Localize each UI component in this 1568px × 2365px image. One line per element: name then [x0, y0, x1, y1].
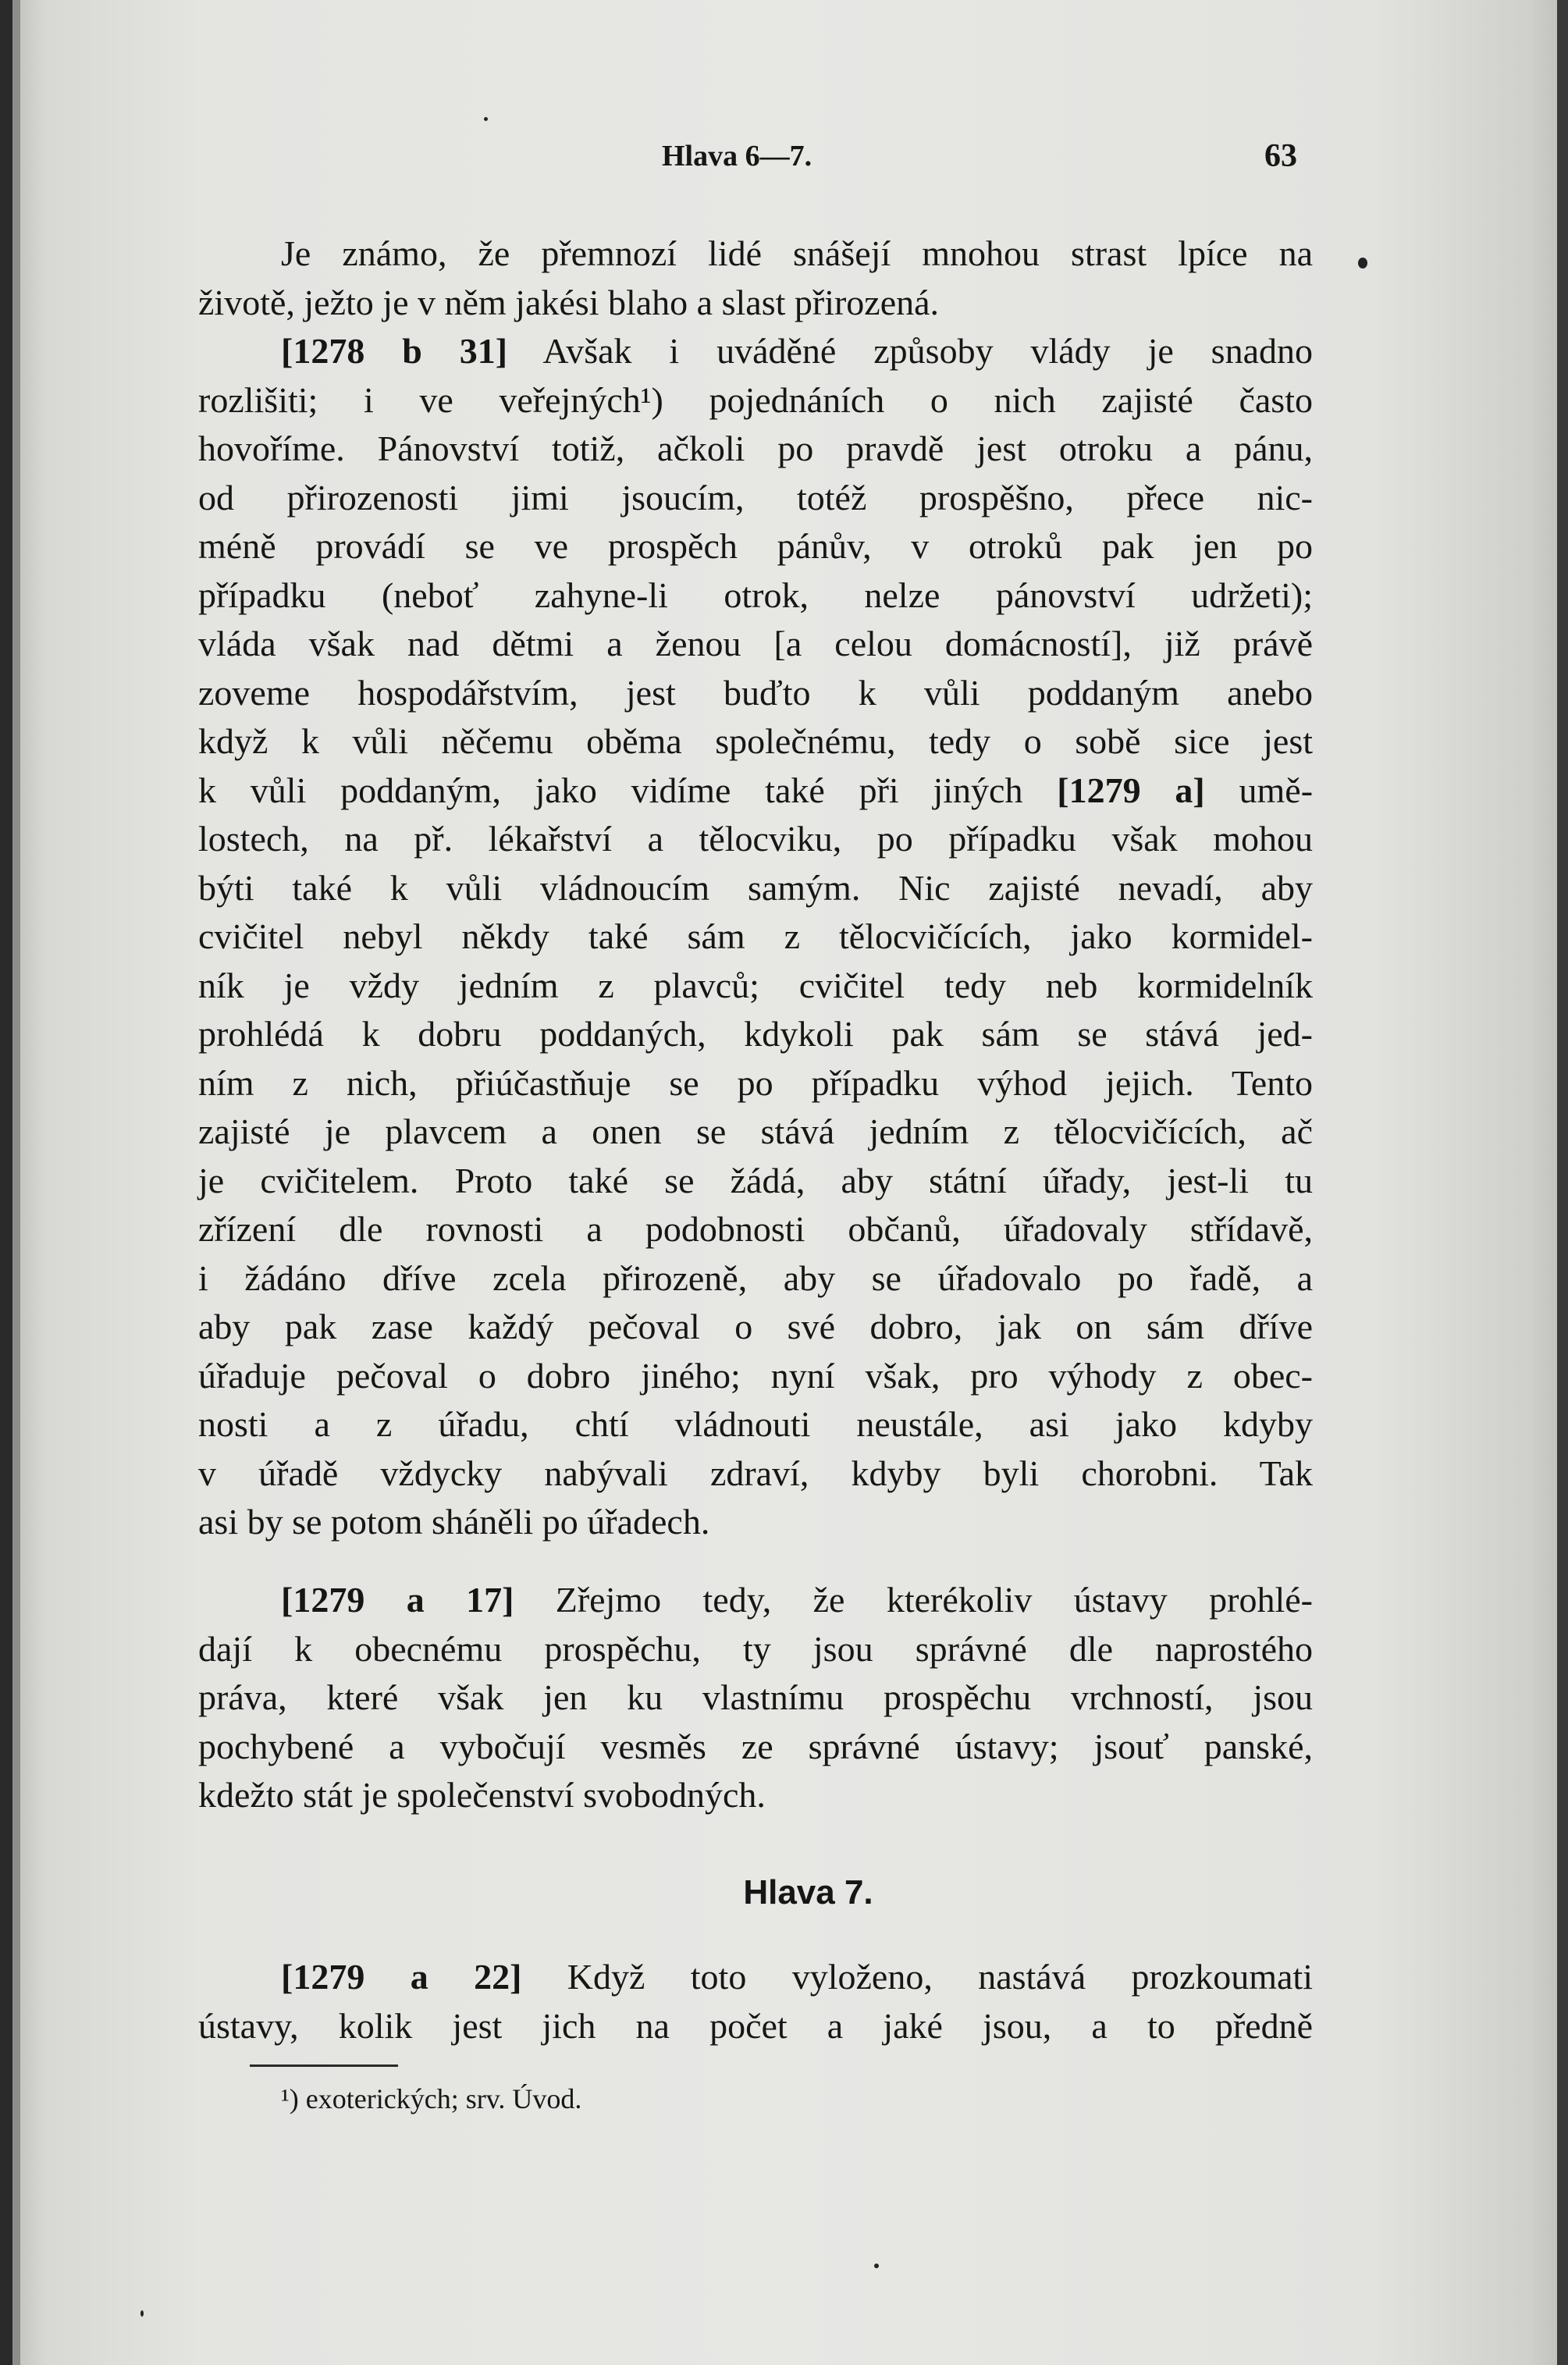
text-line: k vůli poddaným, jako vidíme také při jiných [1279 a] umě- [198, 770, 1314, 810]
text-line: ník je vždy jedním z plavců; cvičitel tedy neb kormidelník [198, 965, 1313, 1005]
text-line: ústavy, kolik jest jich na počet a jaké jsou, a to předně [198, 2005, 1313, 2046]
page-gutter [12, 0, 20, 2365]
text-line: nosti a z úřadu, chtí vládnouti neustále, asi jako kdyby [198, 1404, 1313, 1444]
text-line: rozlišiti; i ve veřejných¹) pojednáních o nich zajisté často [198, 379, 1313, 420]
text-line: [1279 a 17] Zřejmo tedy, že kterékoliv ústavy prohlé- [281, 1580, 1313, 1620]
bekker-reference: [1279 a 22] [281, 1957, 522, 1997]
text-line: lostech, na př. lékařství a tělocviku, po případku však mohou [198, 819, 1313, 859]
text-line: zřízení dle rovnosti a podobnosti občanů, úřadovaly střídavě, [198, 1209, 1313, 1249]
text-line: když k vůli něčemu oběma společnému, tedy o sobě sice jest [198, 721, 1313, 761]
text-line: zajisté je plavcem a onen se stává jedním z tělocvičících, ač [198, 1111, 1313, 1151]
running-header: Hlava 6—7. [662, 140, 812, 172]
footnote-rule [250, 2064, 398, 2067]
paragraph-block-1 [198, 229, 1313, 1547]
text-line: dají k obecnému prospěchu, ty jsou správné dle naprostého [198, 1628, 1313, 1669]
text-line: životě, ježto je v něm jakési blaho a slast přirozená. [198, 282, 940, 322]
text-line: asi by se potom sháněli po úřadech. [198, 1502, 710, 1542]
text-line: kdežto stát je společenství svobodných. [198, 1775, 766, 1815]
text-line: od přirozenosti jimi jsoucím, totéž prospěšno, přece nic- [198, 477, 1313, 517]
page-number: 63 [1264, 138, 1297, 174]
scan-speck [1358, 258, 1367, 269]
text-line: ním z nich, přiúčastňuje se po případku výhod jejich. Tento [198, 1062, 1313, 1103]
scan-speck [484, 117, 488, 121]
text-line: [1279 a 22] Když toto vyloženo, nastává prozkoumati [281, 1957, 1313, 1997]
text-line: úřaduje pečoval o dobro jiného; nyní však, pro výhody z obec- [198, 1355, 1313, 1396]
chapter-heading: Hlava 7. [743, 1873, 873, 1912]
text-line: zoveme hospodářstvím, jest buďto k vůli poddaným anebo [198, 672, 1313, 713]
text-line: případku (neboť zahyne-li otrok, nelze pánovství udržeti); [198, 574, 1313, 615]
paragraph-block-2 [198, 1576, 1313, 1820]
bekker-reference: [1278 b 31] [281, 331, 508, 371]
text-line: méně provádí se ve prospěch pánův, v otroků pak jen po [198, 526, 1313, 566]
text-line: býti také k vůli vládnoucím samým. Nic zajisté nevadí, aby [198, 867, 1313, 908]
text-line: cvičitel nebyl někdy také sám z tělocvičících, jako kormidel- [198, 916, 1313, 956]
text-line: hovoříme. Pánovství totiž, ačkoli po pravdě jest otroku a pánu, [198, 429, 1313, 468]
text-line: i žádáno dříve zcela přirozeně, aby se úřadovalo po řadě, a [198, 1257, 1313, 1298]
text-line: vláda však nad dětmi a ženou [a celou domácností], již právě [198, 624, 1313, 663]
paragraph-block-3 [198, 1953, 1313, 2050]
text-line: aby pak zase každý pečoval o své dobro, jak on sám dříve [198, 1307, 1313, 1346]
text-line: prohlédá k dobru poddaných, kdykoli pak sám se stává jed- [198, 1014, 1313, 1054]
text-line: Je známo, že přemnozí lidé snášejí mnohou strast lpíce na [281, 233, 1313, 273]
text-line: v úřadě vždycky nabývali zdraví, kdyby byli chorobni. Tak [198, 1453, 1313, 1493]
book-spine-shadow [0, 0, 12, 2365]
text-line: práva, které však jen ku vlastnímu prospěchu vrchností, jsou [198, 1677, 1313, 1717]
scan-speck [140, 2310, 144, 2317]
text-line: je cvičitelem. Proto také se žádá, aby státní úřady, jest-li tu [198, 1160, 1313, 1200]
text-line: [1278 b 31] Avšak i uváděné způsoby vlády je snadno [281, 331, 1313, 371]
scan-speck [874, 2264, 879, 2268]
bekker-reference: [1279 a] [1057, 770, 1205, 810]
bekker-reference: [1279 a 17] [281, 1580, 514, 1620]
footnote: ¹) exoterických; srv. Úvod. [281, 2083, 582, 2114]
text-line: pochybené a vybočují vesměs ze správné ústavy; jsouť panské, [198, 1726, 1313, 1766]
page-edge-shadow [1557, 0, 1568, 2365]
